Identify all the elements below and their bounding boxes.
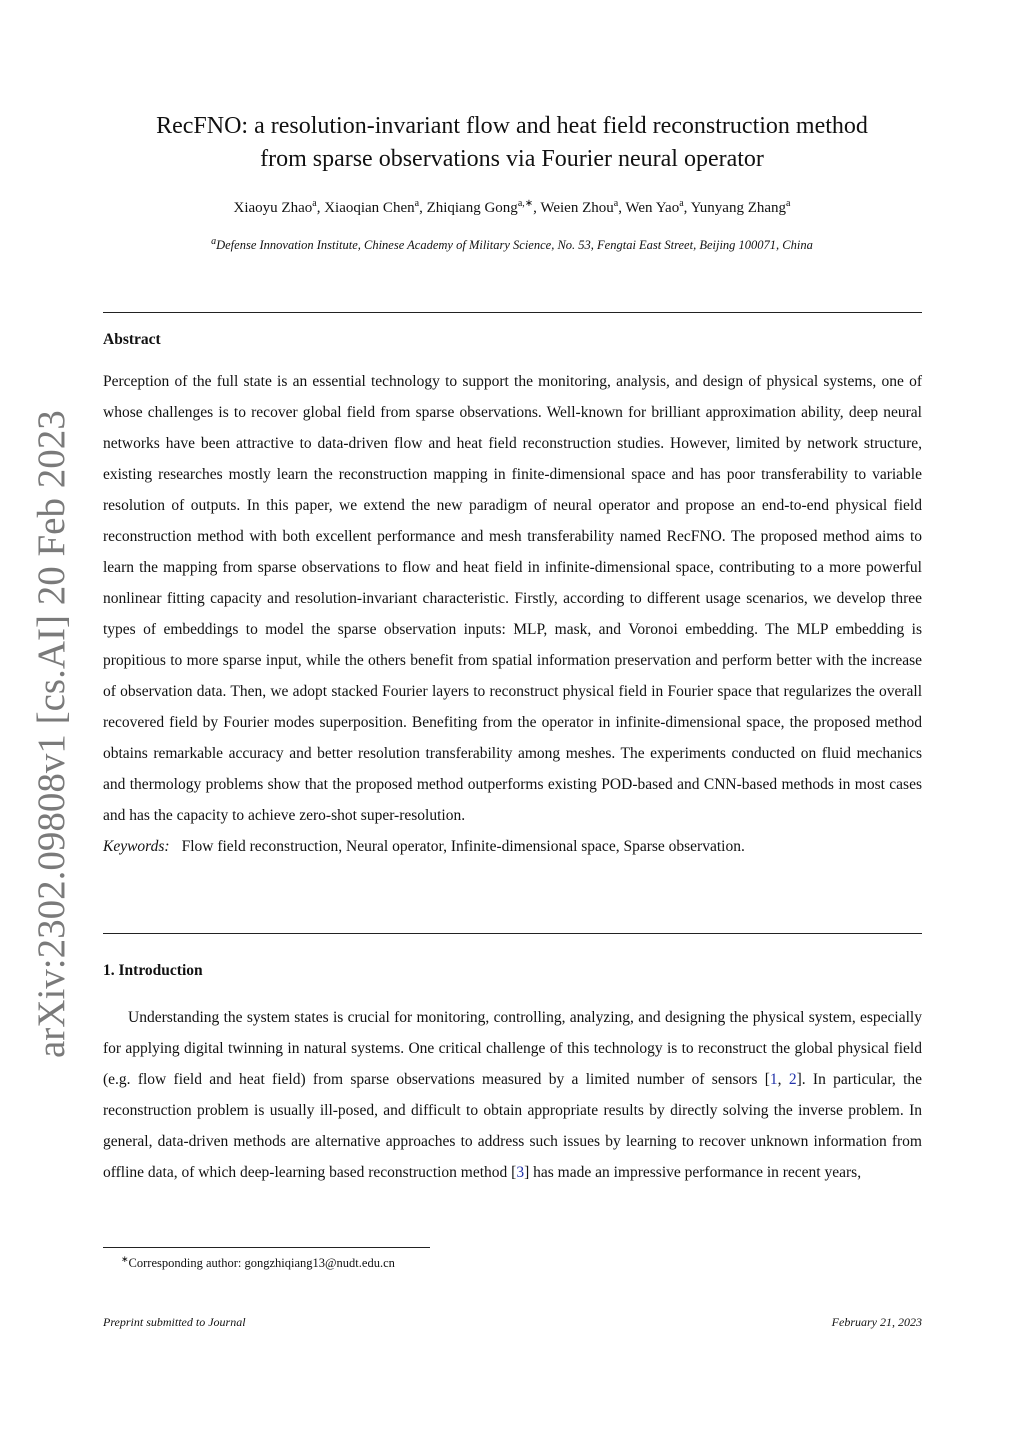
- footnote-rule: [103, 1247, 430, 1248]
- author-affiliation-mark: a,∗: [517, 198, 534, 209]
- author-1: [234, 200, 325, 216]
- author-5: [625, 200, 690, 216]
- abstract-body: [103, 366, 922, 862]
- author-separator: ,: [533, 200, 541, 216]
- introduction-text: ,: [777, 1071, 789, 1088]
- abstract-top-rule: [103, 312, 922, 313]
- arxiv-identifier-stamp: arXiv:2302.09808v1 [cs.AI] 20 Feb 2023: [30, 410, 73, 1058]
- abstract-heading: Abstract: [103, 331, 161, 348]
- introduction-heading: 1. Introduction: [103, 962, 203, 979]
- introduction-text: ] has made an impressive performance in recent years,: [524, 1164, 862, 1181]
- affiliation: [0, 236, 1024, 253]
- author-affiliation-mark: a: [613, 198, 619, 209]
- footnote-marker: ∗: [121, 1254, 129, 1264]
- author-4: [540, 200, 625, 216]
- introduction-paragraph: [103, 1002, 922, 1188]
- author-affiliation-mark: a: [312, 198, 317, 209]
- author-separator: ,: [618, 200, 626, 216]
- citation-link[interactable]: 3: [516, 1164, 525, 1181]
- title-line-2: from sparse observations via Fourier neural operator: [260, 146, 764, 172]
- author-separator: ,: [419, 200, 427, 216]
- introduction-text: ]. In particular, the reconstruction problem is usually ill-posed, and difficult to obtain appropriate results by directly solving the inverse problem. In general, data-driven methods are alternative approaches to address such issues by learning to recover unknown information from offline data, of which deep-learning based reconstruction method [: [103, 1071, 923, 1181]
- author-affiliation-mark: a: [414, 198, 420, 209]
- affiliation-superscript: a: [211, 236, 217, 247]
- paper-title: [0, 110, 1024, 176]
- citation-link[interactable]: 2: [788, 1071, 797, 1088]
- footer-right: February 21, 2023: [831, 1315, 922, 1329]
- author-list: [0, 198, 1024, 217]
- author-3: [427, 200, 541, 216]
- footer-left: Preprint submitted to Journal: [103, 1315, 246, 1329]
- citation-link[interactable]: 1: [769, 1071, 778, 1088]
- footnote-text: Corresponding author: gongzhiqiang13@nudt.edu.cn: [128, 1256, 395, 1271]
- author-6: [691, 200, 791, 216]
- author-name: Wen Yao: [625, 200, 680, 216]
- keywords-label: Keywords:: [103, 838, 170, 855]
- footnote: [121, 1254, 395, 1271]
- abstract-bottom-rule: [103, 933, 922, 934]
- keywords-text: Flow field reconstruction, Neural operator, Infinite-dimensional space, Sparse observation.: [181, 838, 745, 855]
- abstract-text: Perception of the full state is an essential technology to support the monitoring, analysis, and design of physical systems, one of whose challenges is to recover global field from sparse observations. Well-known for brilliant approximation ability, deep neural networks have been attractive to data-driven flow and heat field reconstruction studies. However, limited by network structure, existing researches mostly learn the reconstruction mapping in finite-dimensional space and has poor transferability to variable resolution of outputs. In this paper, we extend the new paradigm of neural operator and propose an end-to-end physical field reconstruction method with both excellent performance and mesh transferability named RecFNO. The proposed method aims to learn the mapping from sparse observations to flow and heat field in infinite-dimensional space, contributing to a more powerful nonlinear fitting capacity and resolution-invariant characteristic. Firstly, according to different usage scenarios, we develop three types of embeddings to model the sparse observation inputs: MLP, mask, and Voronoi embedding. The MLP embedding is propitious to more sparse input, while the others benefit from spatial information preservation and perform better with the increase of observation data. Then, we adopt stacked Fourier layers to reconstruct physical field in Fourier space that regularizes the overall recovered field by Fourier modes superposition. Benefiting from the operator in infinite-dimensional space, the proposed method obtains remarkable accuracy and better resolution transferability among meshes. The experiments conducted on fluid mechanics and thermology problems show that the proposed method outperforms existing POD-based and CNN-based methods in most cases and has the capacity to achieve zero-shot super-resolution.: [103, 373, 922, 824]
- author-separator: ,: [683, 200, 691, 216]
- author-name: Xiaoyu Zhao: [233, 200, 313, 216]
- author-name: Weien Zhou: [540, 200, 614, 216]
- affiliation-text: Defense Innovation Institute, Chinese Academy of Military Science, No. 53, Fengtai East Street, Beijing 100071, China: [216, 238, 813, 253]
- author-name: Xiaoqian Chen: [324, 200, 415, 216]
- author-2: [324, 200, 426, 216]
- author-affiliation-mark: a: [679, 198, 684, 209]
- author-affiliation-mark: a: [786, 198, 791, 209]
- author-name: Yunyang Zhang: [690, 200, 787, 216]
- introduction-text: Understanding the system states is crucial for monitoring, controlling, analyzing, and designing the physical system, especially for applying digital twinning in natural systems. One critical challenge of this technology is to reconstruct the global physical field (e.g. flow field and heat field) from sparse observations measured by a limited number of sensors [: [103, 1009, 922, 1088]
- author-name: Zhiqiang Gong: [426, 200, 518, 216]
- author-separator: ,: [316, 200, 325, 216]
- title-line-1: RecFNO: a resolution-invariant flow and heat field reconstruction method: [156, 113, 868, 139]
